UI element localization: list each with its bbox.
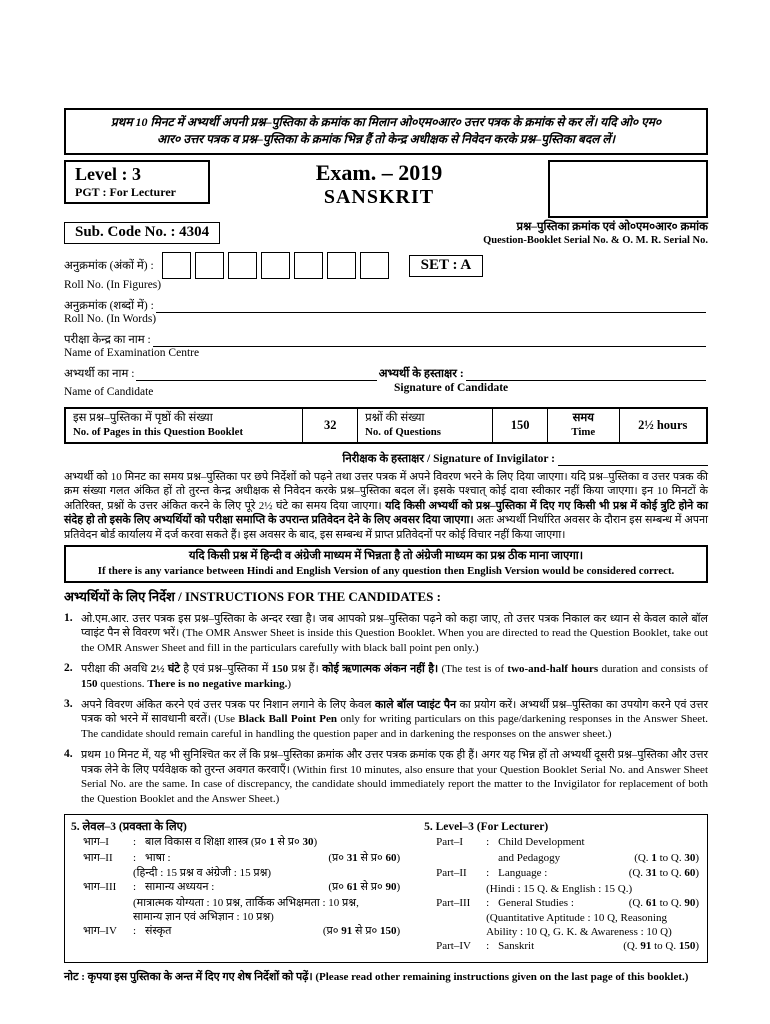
- questions-value-cell: 150: [492, 409, 547, 442]
- instruction-number: 3.: [64, 698, 73, 711]
- part-subtext: [71, 910, 400, 924]
- level-subtitle: PGT : For Lecturer: [75, 185, 176, 199]
- level-box: [64, 160, 210, 204]
- footer-note: नोट : कृपया इस पुस्तिका के अन्त में दिए गए शेष निर्देशों को पढ़ें। (Please read other remaining instructions given on the last page of this booklet.): [64, 970, 689, 983]
- time-label-english: Time: [571, 426, 596, 438]
- roll-number-figures-row: [64, 252, 708, 279]
- roll-digit-box: [162, 252, 191, 279]
- invigilator-signature-row: [64, 451, 708, 466]
- part-label: Part–III: [436, 896, 471, 909]
- part-separator: :: [486, 836, 490, 849]
- variance-note-hindi: यदि किसी प्रश्न में हिन्दी व अंग्रेजी माध्यम में भिन्नता है तो अंग्रेजी माध्यम का प्रश्न ठीक माना जाएगा।: [188, 550, 584, 563]
- part-row: [71, 851, 400, 867]
- part-label: भाग–III: [83, 881, 117, 894]
- subcode-row: [64, 222, 708, 247]
- general-notice-paragraph: अभ्यर्थी को 10 मिनट का समय प्रश्न–पुस्तिका पर छपे निर्देशों को पढ़ने तथा उत्तर पत्रक में अपने विवरण भरने के लिए दिया जाएगा। यदि प्रश्न–पुस्तिका व उत्तर पत्रक की क्रम संख्या गलत अंकित हों तो तुरन्त केन्द्र अधीक्षक से निवेदन करके प्रश्न–पुस्तिका बदल लें। इसके पश्चात् कोई दावा स्वीकार नहीं किया जाएगा। इन 10 मिनटों के अतिरिक्त, प्रश्नों के उत्तर अंकित करने के लिए पूरे 2½ घंटे का समय दिया जाएगा। यदि किसी अभ्यर्थी को प्रश्न–पुस्तिका में दिए गए किसी भी प्रश्न में कोई त्रुटि होने का संदेह हो तो इसके लिए अभ्यर्थियों को परीक्षा समाप्ति के उपरान्त प्रतिवेदन देने के लिए अवसर दिया जाएगा। अतः अभ्यर्थी निर्धारित अवसर के दौरान इस सम्बन्ध में अपना प्रतिवेदन बोर्ड कार्यालय में दर्ज करवा सकते हैं। इस अवसर के बाद, इस सम्बन्ध में प्राप्त प्रतिवेदनों पर कोई विचार नहीं किया जाएगा।: [64, 471, 708, 541]
- part-row: [71, 880, 400, 896]
- instruction-number: 1.: [64, 612, 73, 625]
- instructions-heading: अभ्यर्थियों के लिए निर्देश / INSTRUCTIONS FOR THE CANDIDATES :: [64, 589, 441, 605]
- part-question-range: (प्र० 91 से प्र० 150): [322, 924, 401, 937]
- roll-digit-boxes: [162, 252, 393, 279]
- part-question-range: (Q. 91 to Q. 150): [623, 940, 699, 953]
- part-question-range: (प्र० 61 से प्र० 90): [328, 881, 401, 894]
- instruction-item-4: [64, 748, 708, 806]
- questions-label-cell: [357, 409, 492, 442]
- centre-blank-line: [153, 335, 706, 347]
- first-10-minutes-notice-box: [64, 108, 708, 155]
- instruction-text: अपने विवरण अंकित करने एवं उत्तर पत्रक पर निशान लगाने के लिए केवल काले बॉल प्वाइंट पैन का प्रयोग करें। अभ्यर्थी प्रश्न–पुस्तिका का उपयोग करने एवं उत्तर पत्रक को भरने में सावधानी बरतें। (Use Black Ball Point Pen only for writing particulars on this page/darkening responses in the Answer Sheet. The candidate should remain careful in handling the question paper and in darkening the responses on the answer sheet.): [81, 699, 709, 740]
- part-row: [424, 835, 699, 851]
- centre-label-hindi: परीक्षा केन्द्र का नाम :: [64, 334, 151, 346]
- part-subtext: [424, 882, 699, 896]
- part-row: [424, 851, 699, 867]
- serial-caption-hindi: प्रश्न–पुस्तिका क्रमांक एवं ओ०एम०आर० क्रमांक: [516, 221, 708, 233]
- roll-words-blank-line: [156, 301, 706, 313]
- part-text: Language :: [498, 867, 548, 880]
- serial-caption: [483, 221, 708, 247]
- roll-words-label-english: Roll No. (In Words): [64, 313, 157, 325]
- candidate-sign-label-english: Signature of Candidate: [394, 382, 509, 394]
- part-separator: :: [486, 940, 490, 953]
- variance-note-english: If there is any variance between Hindi and English Version of any question then English Version would be considered correct.: [97, 565, 675, 578]
- part-label: भाग–I: [83, 836, 109, 849]
- section5-parts-box: [64, 814, 708, 963]
- section5-english-column: [410, 820, 699, 955]
- part-separator: :: [133, 881, 137, 894]
- part-subtext-line: Ability : 10 Q, G. K. & Awareness : 10 Q): [486, 926, 672, 939]
- booklet-info-table: [64, 407, 708, 444]
- part-separator: :: [133, 924, 137, 937]
- notice-line-2: आर० उत्तर पत्रक व प्रश्न–पुस्तिका के क्रमांक भिन्न हैं तो केन्द्र अधीक्षक से निवेदन करके प्रश्न–पुस्तिका बदल लें।: [156, 132, 616, 146]
- instruction-text: प्रथम 10 मिनट में, यह भी सुनिश्चित कर लें कि प्रश्न–पुस्तिका क्रमांक और उत्तर पत्रक क्रमांक एक ही हैं। अगर यह भिन्न हों तो अभ्यर्थी दूसरी प्रश्न–पुस्तिका और उत्तर पत्रक लेने के लिए पर्यवेक्षक को तुरन्त अवगत करवाएँ। (Within first 10 minutes, also ensure that your Question Booklet Serial No. and Answer Sheet Serial No. are the same. In case of discrepancy, the candidate should immediately report the matter to the Invigilator for replacement of both the Question Booklet and the Answer Sheet.): [81, 749, 708, 805]
- part-row: [424, 896, 699, 912]
- roll-digit-box: [360, 252, 389, 279]
- serial-caption-english: Question-Booklet Serial No. & O. M. R. Serial No.: [483, 235, 708, 246]
- instruction-item-3: [64, 698, 708, 741]
- part-text: General Studies :: [498, 896, 574, 909]
- part-label: [436, 851, 486, 867]
- part-subtext-line: (हिन्दी : 15 प्रश्न व अंग्रेजी : 15 प्रश्न): [133, 867, 272, 880]
- subject-title: SANSKRIT: [323, 186, 435, 208]
- section5-english-title: 5. Level–3 (For Lecturer): [424, 820, 549, 833]
- part-text: Child Development: [498, 836, 585, 849]
- roll-digit-box: [294, 252, 323, 279]
- instruction-number: 4.: [64, 748, 73, 761]
- part-separator: :: [133, 851, 137, 864]
- exam-year-title: Exam. – 2019: [315, 160, 443, 185]
- pages-label-hindi: इस प्रश्न–पुस्तिका में पृष्ठों की संख्या: [73, 412, 213, 424]
- questions-label-hindi: प्रश्नों की संख्या: [365, 412, 425, 424]
- booklet-serial-number-box: [548, 160, 708, 218]
- instruction-item-2: [64, 662, 708, 691]
- level-title: Level : 3: [75, 164, 141, 184]
- part-row: [71, 835, 400, 851]
- part-question-range: (Q. 61 to Q. 90): [628, 896, 699, 909]
- roll-digit-box: [327, 252, 356, 279]
- set-badge: SET : A: [409, 255, 484, 277]
- part-subtext: [71, 896, 400, 910]
- part-label: भाग–IV: [83, 924, 117, 937]
- part-question-range: (Q. 1 to Q. 30): [634, 851, 699, 864]
- part-subtext-line: (मात्रात्मक योग्यता : 10 प्रश्न, तार्किक अभिक्षमता : 10 प्रश्न,: [133, 896, 359, 909]
- part-text: and Pedagogy: [498, 851, 561, 864]
- exam-centre-row: [64, 332, 708, 347]
- part-row: [424, 939, 699, 955]
- section5-hindi-column: [71, 820, 410, 955]
- time-label-hindi: समय: [572, 412, 594, 424]
- part-subtext: [71, 866, 400, 880]
- part-text: सामान्य अध्ययन :: [145, 881, 215, 894]
- exam-header: [210, 160, 548, 210]
- candidate-row: [64, 366, 708, 381]
- roll-digit-box: [228, 252, 257, 279]
- section5-hindi-title: 5. लेवल–3 (प्रवक्ता के लिए): [71, 820, 187, 833]
- roll-number-words-row: [64, 298, 708, 313]
- part-label: भाग–II: [83, 851, 113, 864]
- time-label-cell: [547, 409, 619, 442]
- part-question-range: (प्र० 31 से प्र० 60): [328, 851, 401, 864]
- sub-code-box: Sub. Code No. : 4304: [64, 222, 220, 244]
- part-text: भाषा :: [145, 851, 171, 864]
- invigilator-signature-label: निरीक्षक के हस्ताक्षर / Signature of Invigilator :: [342, 453, 555, 465]
- part-subtext-line: सामान्य ज्ञान एवं अभिज्ञान : 10 प्रश्न): [133, 910, 274, 923]
- part-label: Part–I: [436, 836, 463, 849]
- part-separator: :: [133, 836, 137, 849]
- pages-label-cell: [66, 409, 302, 442]
- part-text: संस्कृत: [145, 924, 172, 937]
- header: [64, 160, 708, 218]
- part-text: Sanskrit: [498, 940, 535, 953]
- instruction-text: परीक्षा की अवधि 2½ घंटे है एवं प्रश्न–पुस्तिका में 150 प्रश्न हैं। कोई ऋणात्मक अंकन नहीं है। (The test is of two-and-half hours duration and consists of 150 questions. There is no negative marking.): [81, 663, 708, 690]
- part-subtext-line: (Quantitative Aptitude : 10 Q, Reasoning: [486, 912, 667, 925]
- questions-label-english: No. of Questions: [365, 426, 441, 438]
- roll-figures-label-hindi: अनुक्रमांक (अंकों में) :: [64, 260, 154, 272]
- time-value-cell: 2½ hours: [619, 409, 706, 442]
- instruction-number: 2.: [64, 662, 73, 675]
- pages-value-cell: 32: [302, 409, 357, 442]
- instruction-text: ओ.एम.आर. उत्तर पत्रक इस प्रश्न–पुस्तिका के अन्दर रखा है। जब आपको प्रश्न–पुस्तिका पढ़ने को कहा जाए, तो उत्तर पत्रक निकाल कर ध्यान से केवल काले बॉल प्वाइंट पैन से विवरण भरें। (The OMR Answer Sheet is inside this Question Booklet. When you are directed to read the Question Booklet, take out the OMR Answer Sheet and fill in the particulars carefully with black ball point pen only.): [81, 613, 708, 654]
- part-separator: :: [486, 867, 490, 880]
- variance-note-box: [64, 545, 708, 583]
- part-row: [424, 866, 699, 882]
- part-subtext-line: (Hindi : 15 Q. & English : 15 Q.): [486, 882, 633, 895]
- pages-label-english: No. of Pages in this Question Booklet: [73, 426, 244, 438]
- part-label: Part–II: [436, 867, 467, 880]
- part-row: [71, 924, 400, 940]
- candidate-name-label-hindi: अभ्यर्थी का नाम :: [64, 368, 135, 380]
- part-separator: [486, 851, 498, 867]
- roll-figures-label-english: Roll No. (In Figures): [64, 279, 162, 291]
- part-label: Part–IV: [436, 940, 471, 953]
- roll-words-label-hindi: अनुक्रमांक (शब्दों में) :: [64, 300, 154, 312]
- part-subtext: [424, 911, 699, 925]
- candidate-sign-label-hindi: अभ्यर्थी के हस्ताक्षर :: [378, 368, 464, 380]
- part-question-range: (Q. 31 to Q. 60): [628, 867, 699, 880]
- invigilator-signature-blank-line: [558, 454, 708, 466]
- candidate-name-label-english: Name of Candidate: [64, 386, 154, 398]
- notice-line-1: प्रथम 10 मिनट में अभ्यर्थी अपनी प्रश्न–पुस्तिका के क्रमांक का मिलान ओ०एम०आर० उत्तर पत्रक के क्रमांक से कर लें। यदि ओ० एम०: [110, 115, 662, 129]
- candidate-sign-blank-line: [466, 369, 706, 381]
- part-subtext: [424, 925, 699, 939]
- part-separator: :: [486, 896, 490, 909]
- instruction-item-1: [64, 612, 708, 655]
- candidate-english-row: [64, 382, 708, 400]
- centre-label-english: Name of Examination Centre: [64, 347, 200, 359]
- roll-digit-box: [261, 252, 290, 279]
- part-text: बाल विकास व शिक्षा शास्त्र (प्र० 1 से प्र० 30): [145, 836, 318, 849]
- roll-digit-box: [195, 252, 224, 279]
- candidate-name-blank-line: [136, 369, 376, 381]
